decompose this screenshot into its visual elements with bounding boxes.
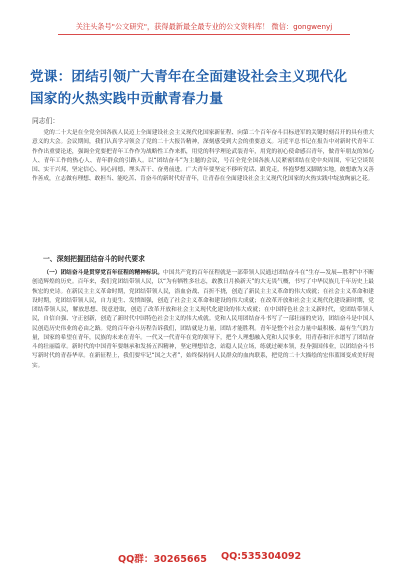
top-banner: 关注头条号"公文研究"，获得最新最全最专业的公文资料库！ 微信：gongwenyj	[58, 20, 350, 35]
section-heading: 一、深刻把握团结奋斗的时代要求	[43, 255, 145, 263]
footer-contact	[0, 551, 408, 565]
body-paragraph-1: 党的二十大是在全党全国各族人民迈上全面建设社会主义现代化国家新征程、向第二个百年奋斗目标进军的关键时刻召开的具有重大意义的大会。会议期间，我们认真学习领会了党的二十大报告精神，深刻感受到大会的重要意义。习近平总书记在报告中对新时代青年工作作出重要论述，强调全党要把青年工作作为战略性工作来抓，用党的科学理论武装青年，用党的初心使命感召青年，做青年朋友的知心人、青年工作的热心人、青年群众的引路人。以“团结奋斗”为主题的会议，号召全党全国各族人民紧密团结在党中央周围，牢记空谈误国、实干兴邦，坚定信心、同心同德，埋头苦干、奋勇前进。广大青年要坚定不移听党话、跟党走，怀抱梦想又脚踏实地，敢想敢为又善作善成，立志做有理想、敢担当、能吃苦、肯奋斗的新时代好青年，让青春在全面建设社会主义现代化国家的火热实践中绽放绚丽之花。	[32, 130, 374, 183]
paragraph-2-text: 中国共产党的百年征程就是一部带领人民通过团结奋斗在“生存—发展—胜利”中不断创造辉煌的历史。百年来，我们党团结带领人民，以“为有牺牲多壮志，敢教日月换新天”的大无畏气概，书写了中华民族几千年历史上最恢宏的史诗。在新民主主义革命时期，党团结带领人民，浴血奋战、百折不挠，创造了新民主主义革命的伟大成就；在社会主义革命和建设时期，党团结带领人民，自力更生、发愤图强，创造了社会主义革命和建设的伟大成就；在改革开放和社会主义现代化建设新时期，党团结带领人民，解放思想、锐意进取，创造了改革开放和社会主义现代化建设的伟大成就；在中国特色社会主义新时代，党团结带领人民，自信自强、守正创新，创造了新时代中国特色社会主义的伟大成就。党和人民用团结奋斗书写了一部壮丽的史诗，团结奋斗是中国人民创造历史伟业的必由之路。党的百年奋斗历程告诉我们，团结就是力量，团结才能胜利。青年是整个社会力量中最积极、最有生气的力量，国家的希望在青年，民族的未来在青年。一代又一代青年在党的领导下，把个人理想融入党和人民事业，用青春和汗水谱写了团结奋斗的壮丽篇章。新时代的中国青年要继承和发扬五四精神，坚定理想信念，站稳人民立场，练就过硬本领，投身强国伟业，以团结奋斗书写新时代的青春华章。在新征程上，我们要牢记“国之大者”，始终保持同人民群众的血肉联系，把党的二十大描绘的宏伟蓝图变成美好现实。	[32, 270, 374, 369]
article-title	[30, 66, 380, 110]
article-title-line-2: 国家的火热实践中贡献青春力量	[30, 91, 224, 107]
salutation: 同志们：	[32, 117, 60, 125]
qq-number: QQ:535304092	[221, 551, 302, 562]
paragraph-subheading: （一）团结奋斗是贯穿党百年征程的精神标识。	[43, 270, 164, 276]
body-paragraph-2	[32, 269, 374, 554]
article-title-line-1: 党课：团结引领广大青年在全面建设社会主义现代化	[30, 69, 348, 85]
qq-group-number: QQ群：30265665	[118, 554, 207, 565]
